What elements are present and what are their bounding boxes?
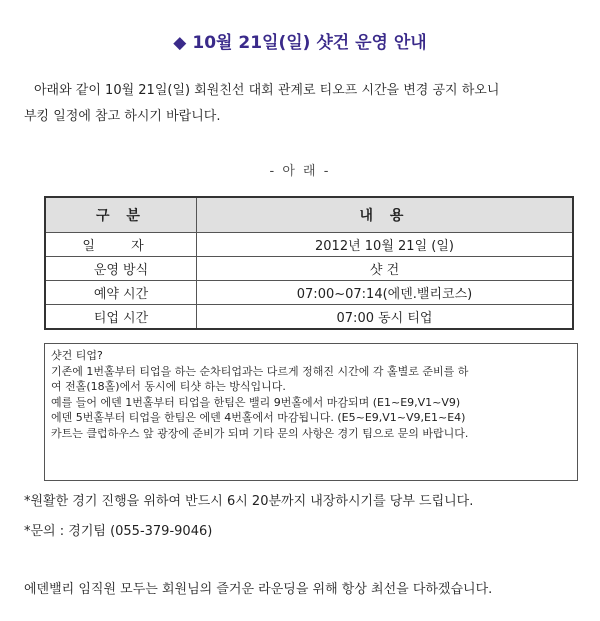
table-row [45,305,573,330]
table-row [45,281,573,305]
intro-line-2: 부킹 일정에 참고 하시기 바랍니다. [24,109,221,124]
row-value-reservation: 07:00~07:14(에덴.밸리코스) [197,281,574,305]
note-line: 예를 들어 에덴 1번홀부터 티업을 한팀은 밸리 9번홀에서 마감되며 (E1~E9,V1~V9) [51,395,461,409]
row-value-teeup: 07:00 동시 티업 [197,305,574,330]
shotgun-explanation-box [44,343,578,481]
table-header-row [45,197,573,233]
title-text: 10월 21일(일) 샷건 운영 안내 [192,33,427,53]
diamond-bullet-icon: ◆ [173,33,187,53]
note-line: 여 전홀(18홀)에서 동시에 티샷 하는 방식입니다. [51,380,286,394]
page-title [0,28,600,53]
table-row [45,257,573,281]
note-line: 기존에 1번홀부터 티업을 하는 순차티업과는 다르게 정해진 시간에 각 홀별로 준비를 하 [51,364,469,378]
arrival-notice: *원활한 경기 진행을 위하여 반드시 6시 20분까지 내장하시기를 당부 드립니다. [24,494,474,509]
row-value-method: 샷 건 [197,257,574,281]
header-category: 구 분 [45,197,197,233]
section-divider-label: - 아 래 - [269,164,331,179]
table-row [45,233,573,257]
note-line: 샷건 티업? [51,349,103,362]
row-value-date: 2012년 10월 21일 (일) [197,233,574,257]
intro-paragraph [24,78,584,130]
row-label-teeup: 티업 시간 [45,305,197,330]
note-line: 카트는 클럽하우스 앞 광장에 준비가 되며 기타 문의 사항은 경기 팀으로 문의 바랍니다. [51,426,469,440]
row-label-date: 일 자 [45,233,197,257]
closing-message: 에덴밸리 임직원 모두는 회원님의 즐거운 라운딩을 위해 항상 최선을 다하겠습니다. [24,582,493,597]
contact-info: *문의 : 경기팀 (055-379-9046) [24,524,213,539]
row-label-reservation: 예약 시간 [45,281,197,305]
row-label-method: 운영 방식 [45,257,197,281]
header-content: 내 용 [197,197,574,233]
intro-line-1: 아래와 같이 10월 21일(일) 회원친선 대회 관계로 티오프 시간을 변경 공지 하오니 [34,83,500,98]
schedule-table [44,196,574,330]
note-line: 에덴 5번홀부터 티업을 한팀은 에덴 4번홀에서 마감됩니다. (E5~E9,V1~V9,E1~E4) [51,411,466,425]
